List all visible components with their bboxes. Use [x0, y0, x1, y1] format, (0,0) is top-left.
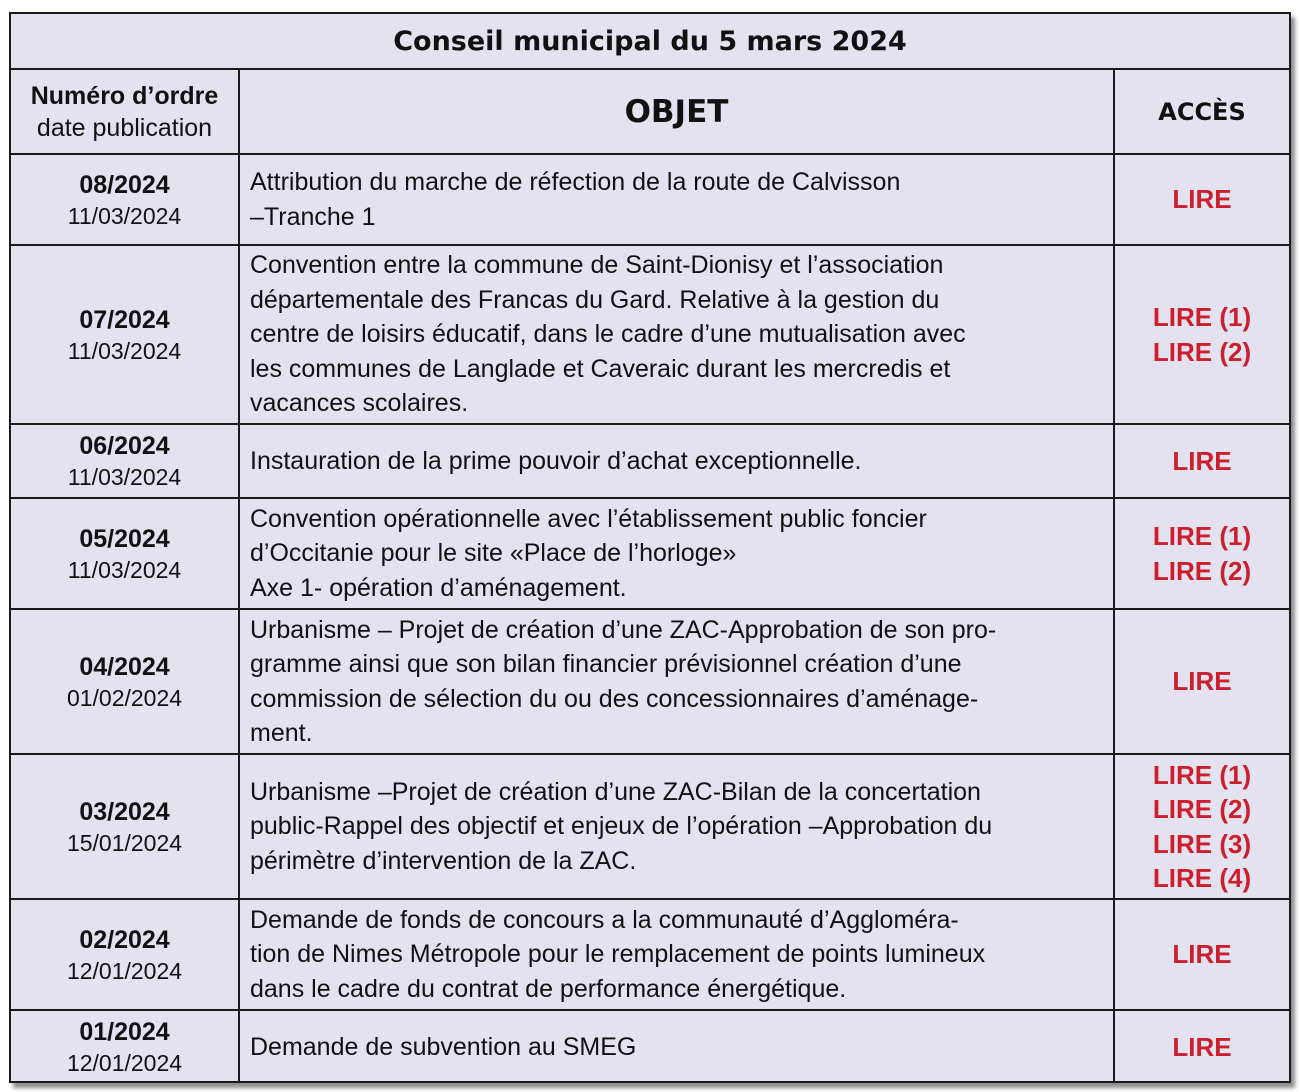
read-link[interactable]: LIRE — [1172, 1031, 1232, 1062]
objet-cell — [240, 610, 1115, 753]
number-date-cell — [11, 499, 240, 608]
header-objet: OBJET — [240, 70, 1115, 153]
read-link[interactable]: LIRE (4) — [1152, 863, 1252, 893]
publication-date: 12/01/2024 — [66, 1050, 183, 1076]
objet-line: Attribution du marche de réfection de la route de Calvisson — [250, 168, 901, 196]
order-number: 01/2024 — [79, 1018, 170, 1046]
read-link[interactable]: LIRE (3) — [1152, 828, 1252, 859]
header-row — [11, 70, 1289, 155]
table-row — [11, 900, 1289, 1011]
objet-cell — [240, 755, 1115, 898]
objet-line: départementale des Francas du Gard. Relative à la gestion du — [250, 285, 940, 314]
read-link[interactable]: LIRE (2) — [1152, 336, 1252, 367]
number-date-cell — [11, 1011, 240, 1083]
access-cell — [1115, 155, 1289, 244]
minutes-table — [9, 12, 1291, 1083]
table-title: Conseil municipal du 5 mars 2024 — [11, 14, 1289, 70]
order-number: 07/2024 — [79, 305, 170, 334]
publication-date: 11/03/2024 — [67, 337, 182, 364]
number-date-cell — [11, 246, 240, 423]
read-link[interactable]: LIRE — [1172, 184, 1232, 215]
objet-line: Demande de subvention au SMEG — [250, 1032, 637, 1061]
access-cell — [1115, 900, 1289, 1009]
objet-line: –Tranche 1 — [250, 202, 376, 231]
read-link[interactable]: LIRE — [1172, 939, 1232, 970]
objet-line: ment. — [250, 719, 313, 747]
access-cell — [1115, 610, 1289, 753]
publication-date: 11/03/2024 — [67, 464, 182, 490]
objet-line: Convention opérationnelle avec l’établissement public foncier — [250, 504, 927, 533]
objet-line: les communes de Langlade et Caveraic durant les mercredis et — [250, 354, 951, 383]
objet-line: d’Occitanie pour le site «Place de l’horloge» — [250, 539, 737, 568]
table-row — [11, 425, 1289, 499]
objet-line: périmètre d’intervention de la ZAC. — [250, 846, 637, 875]
table-row — [11, 610, 1289, 755]
header-number-date — [11, 70, 240, 153]
order-number: 02/2024 — [79, 925, 170, 954]
publication-date: 11/03/2024 — [67, 202, 182, 229]
access-cell — [1115, 1011, 1289, 1083]
number-date-cell — [11, 900, 240, 1009]
read-link[interactable]: LIRE (2) — [1152, 794, 1252, 824]
access-cell — [1115, 499, 1289, 608]
read-link[interactable]: LIRE (1) — [1152, 521, 1252, 551]
table-row — [11, 1011, 1289, 1083]
objet-line: public-Rappel des objectif et enjeux de l’opération –Approbation du — [250, 812, 993, 841]
access-cell — [1115, 425, 1289, 497]
read-link[interactable]: LIRE — [1172, 666, 1232, 697]
publication-date: 01/02/2024 — [66, 684, 183, 711]
header-number-label: Numéro d’ordre — [30, 81, 219, 110]
objet-line: commission de sélection du ou des concessionnaires d’aménage- — [250, 684, 979, 713]
header-acces: ACCÈS — [1158, 97, 1246, 126]
publication-date: 11/03/2024 — [67, 556, 182, 583]
table-row — [11, 499, 1289, 610]
objet-line: Convention entre la commune de Saint-Dionisy et l’association — [250, 251, 944, 280]
objet-line: gramme ainsi que son bilan financier prévisionnel création d’une — [250, 650, 962, 678]
objet-line: Axe 1- opération d’aménagement. — [250, 573, 627, 602]
objet-cell — [240, 246, 1115, 423]
objet-line: Urbanisme –Projet de création d’une ZAC-Bilan de la concertation — [250, 777, 981, 806]
order-number: 05/2024 — [79, 524, 170, 553]
objet-cell — [240, 499, 1115, 608]
objet-line: centre de loisirs éducatif, dans le cadre d’une mutualisation avec — [250, 320, 966, 349]
objet-cell — [240, 155, 1115, 244]
table-row — [11, 155, 1289, 246]
objet-line: Demande de fonds de concours a la communauté d’Aggloméra- — [250, 905, 959, 934]
order-number: 03/2024 — [79, 797, 170, 826]
access-cell — [1115, 755, 1289, 898]
order-number: 08/2024 — [79, 170, 170, 199]
order-number: 06/2024 — [79, 432, 170, 460]
publication-date: 15/01/2024 — [66, 829, 183, 856]
order-number: 04/2024 — [79, 652, 170, 681]
objet-line: Urbanisme – Projet de création d’une ZAC-Approbation de son pro- — [250, 615, 997, 644]
objet-line: dans le cadre du contrat de performance énergétique. — [250, 974, 847, 1003]
objet-cell — [240, 425, 1115, 497]
objet-cell — [240, 900, 1115, 1009]
objet-line: Instauration de la prime pouvoir d’achat exceptionnelle. — [250, 446, 862, 475]
read-link[interactable]: LIRE (1) — [1152, 302, 1252, 332]
objet-line: vacances scolaires. — [250, 389, 469, 418]
read-link[interactable]: LIRE (2) — [1152, 555, 1252, 586]
objet-line: tion de Nimes Métropole pour le remplacement de points lumineux — [250, 940, 986, 969]
access-cell — [1115, 246, 1289, 423]
publication-date: 12/01/2024 — [66, 957, 183, 984]
table-row — [11, 246, 1289, 425]
number-date-cell — [11, 610, 240, 753]
number-date-cell — [11, 155, 240, 244]
number-date-cell — [11, 425, 240, 497]
read-link[interactable]: LIRE (1) — [1152, 759, 1252, 790]
table-row — [11, 755, 1289, 900]
objet-cell — [240, 1011, 1115, 1083]
header-date-label: date publication — [36, 113, 213, 142]
number-date-cell — [11, 755, 240, 898]
read-link[interactable]: LIRE — [1172, 445, 1232, 476]
